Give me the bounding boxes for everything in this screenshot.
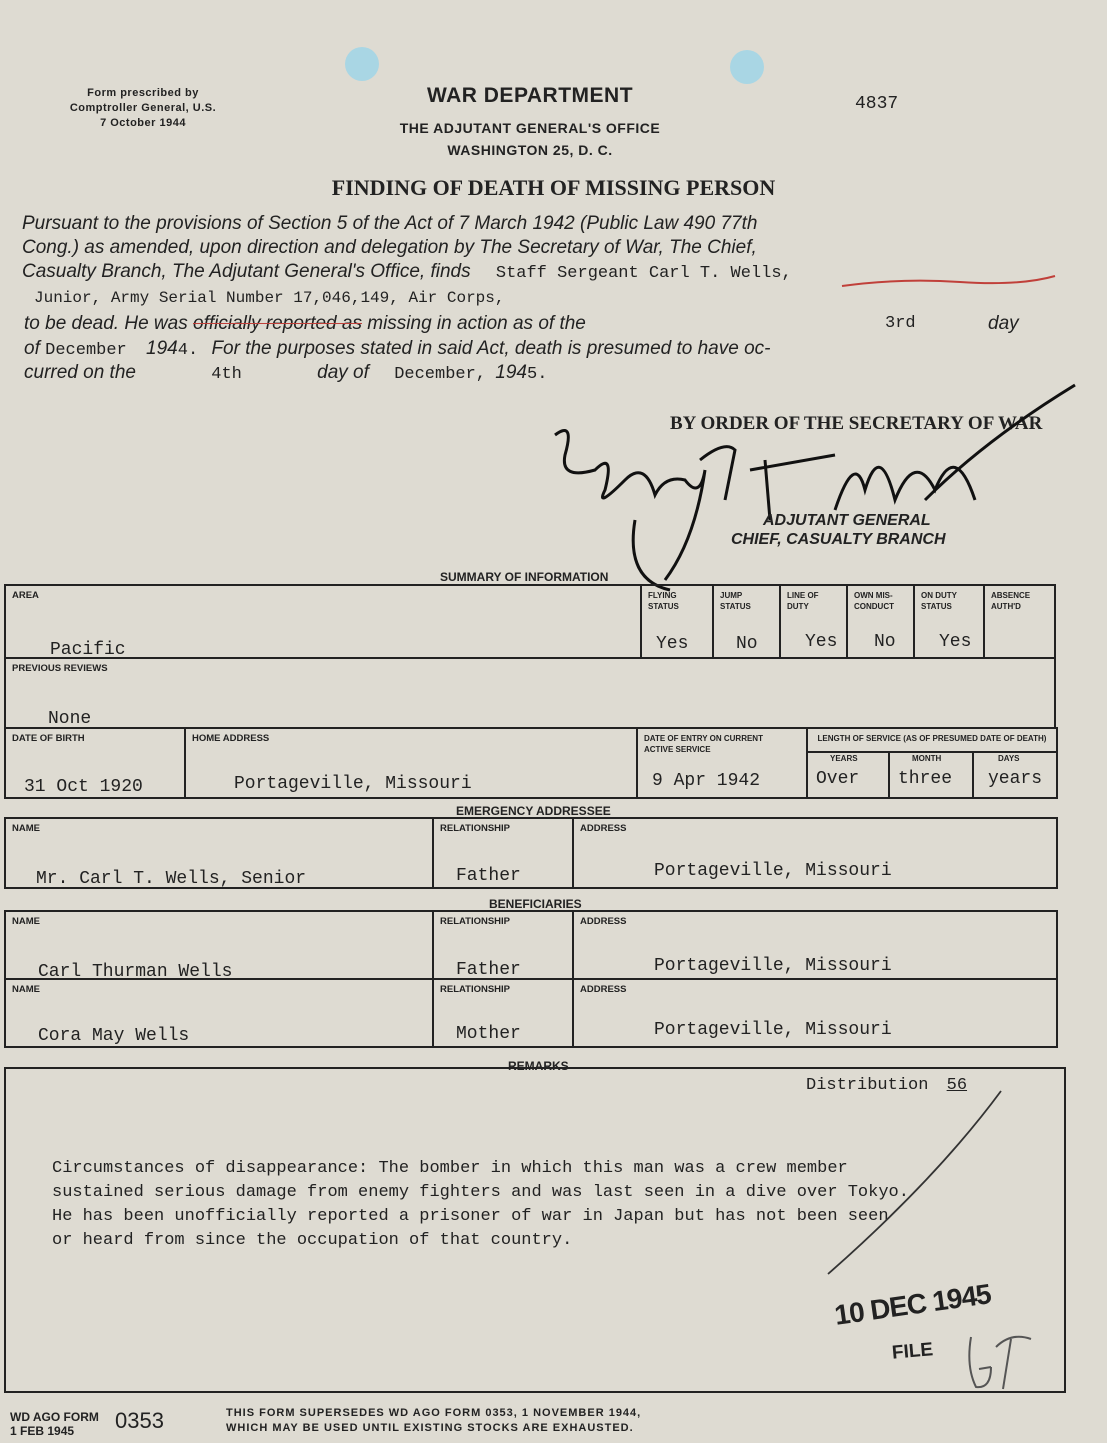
beneficiary-relationship-value: Father xyxy=(456,960,521,980)
home-address-value: Portageville, Missouri xyxy=(234,774,472,794)
summary-heading: SUMMARY OF INFORMATION xyxy=(440,570,609,584)
file-number: 4837 xyxy=(855,94,899,114)
beneficiary-name-cell xyxy=(5,911,433,982)
status-label-absence: ABSENCE AUTH'D xyxy=(991,591,1031,611)
struck-text: officially reported as xyxy=(193,313,362,334)
home-address-cell xyxy=(185,728,637,798)
beneficiary-name-value: Carl Thurman Wells xyxy=(38,962,233,982)
emergency-address-label: ADDRESS xyxy=(580,823,627,834)
status-cell-jump xyxy=(713,585,780,658)
beneficiaries-table xyxy=(4,910,1058,1048)
year-prefix-2: 194 xyxy=(495,362,527,383)
finding-line-5-text-b: missing in action as of the xyxy=(367,313,586,334)
footer-supersedes-line-2: WHICH MAY BE USED UNTIL EXISTING STOCKS ARE EXHAUSTED. xyxy=(226,1422,634,1434)
status-label-on-duty: ON DUTY STATUS xyxy=(921,591,957,611)
previous-reviews-label: PREVIOUS REVIEWS xyxy=(12,663,108,674)
signature-image xyxy=(535,380,1080,595)
document-title: FINDING OF DEATH OF MISSING PERSON xyxy=(331,175,776,200)
table-row xyxy=(5,979,1057,1047)
beneficiary-address-value: Portageville, Missouri xyxy=(654,1020,892,1040)
finding-line-4: Junior, Army Serial Number 17,046,149, Air Corps, xyxy=(34,289,505,307)
by-order-line: BY ORDER OF THE SECRETARY OF WAR xyxy=(670,413,1043,434)
beneficiary-name-label: NAME xyxy=(12,916,40,927)
department-heading xyxy=(380,84,680,158)
footer-supersedes xyxy=(226,1406,641,1436)
death-day: 4th xyxy=(211,365,242,384)
red-underline-mark xyxy=(840,270,1060,292)
office-city: WASHINGTON 25, D. C. xyxy=(447,142,613,158)
department-name: WAR DEPARTMENT xyxy=(426,84,634,107)
distribution-label: Distribution xyxy=(806,1076,929,1095)
area-cell xyxy=(5,585,641,658)
remarks-line: He has been unofficially reported a prisoner of war in Japan but has not been seen xyxy=(52,1207,889,1226)
beneficiary-relationship-cell xyxy=(433,911,573,979)
finding-line-6-text: For the purposes stated in said Act, death is presumed to have oc- xyxy=(211,338,771,359)
entry-date-value: 9 Apr 1942 xyxy=(652,771,761,791)
area-value: Pacific xyxy=(50,640,126,660)
pen-diagonal-mark xyxy=(816,1089,1016,1279)
remarks-line: Circumstances of disappearance: The bomber in which this man was a crew member xyxy=(52,1159,848,1178)
emergency-address-value: Portageville, Missouri xyxy=(654,861,892,881)
signer-title-2: CHIEF, CASUALTY BRANCH xyxy=(731,531,946,548)
finding-line-1: Pursuant to the provisions of Section 5 of the Act of 7 March 1942 (Public Law 490 77th xyxy=(22,213,758,234)
status-label-misconduct: OWN MIS-CONDUCT xyxy=(854,591,894,611)
missing-day: 3rd xyxy=(885,314,916,333)
remarks-line: sustained serious damage from enemy fighters and was last seen in a dive over Tokyo. xyxy=(52,1183,909,1202)
death-year-digit: 5. xyxy=(527,365,548,384)
footer-form-line-2: 1 FEB 1945 xyxy=(10,1424,75,1438)
status-cell-absence xyxy=(984,585,1055,658)
status-cell-flying xyxy=(641,585,713,658)
death-month: December, xyxy=(394,365,487,384)
beneficiary-address-cell xyxy=(573,911,1057,979)
month-label: MONTH xyxy=(912,754,942,763)
footer-form-id xyxy=(10,1410,99,1438)
signer-title-1: ADJUTANT GENERAL xyxy=(763,512,931,529)
remarks-line: or heard from since the occupation of that country. xyxy=(52,1231,573,1250)
status-cell-on-duty xyxy=(914,585,984,658)
status-cell-line-of-duty xyxy=(780,585,847,658)
finding-line-6 xyxy=(24,338,770,360)
remarks-heading: REMARKS xyxy=(508,1059,569,1073)
days-label: DAYS xyxy=(998,754,1020,763)
footer-form-line-1: WD AGO FORM xyxy=(10,1410,99,1424)
file-stamp: FILE xyxy=(891,1339,934,1364)
day-of: day of xyxy=(317,362,369,383)
entry-date-cell xyxy=(637,728,807,798)
status-label-jump: JUMP STATUS xyxy=(720,591,751,611)
emergency-table xyxy=(4,817,1058,889)
beneficiary-address-label: ADDRESS xyxy=(580,984,627,995)
length-of-service-label: LENGTH OF SERVICE (AS OF PRESUMED DATE OF DEATH) xyxy=(817,734,1047,743)
emergency-relationship-cell xyxy=(433,818,573,888)
finding-line-5-text: to be dead. He was xyxy=(24,313,188,334)
beneficiary-relationship-value: Mother xyxy=(456,1024,521,1044)
of-word: of xyxy=(24,338,40,359)
beneficiary-relationship-label: RELATIONSHIP xyxy=(440,916,511,927)
personal-table xyxy=(4,727,1058,799)
beneficiary-address-value: Portageville, Missouri xyxy=(654,956,892,976)
prescribed-line-2: Comptroller General, U.S. xyxy=(69,102,217,114)
footer-supersedes-line-1: THIS FORM SUPERSEDES WD AGO FORM 0353, 1 NOVEMBER 1944, xyxy=(226,1407,642,1419)
emergency-name-label: NAME xyxy=(12,823,40,834)
finding-line-2: Cong.) as amended, upon direction and delegation by The Secretary of War, The Chief, xyxy=(22,237,757,258)
punch-hole-left xyxy=(345,47,379,81)
emergency-relationship-label: RELATIONSHIP xyxy=(440,823,511,834)
dob-label: DATE OF BIRTH xyxy=(12,733,85,744)
home-address-label: HOME ADDRESS xyxy=(192,733,270,744)
finding-line-3 xyxy=(22,261,792,283)
punch-hole-right xyxy=(730,50,764,84)
emergency-name-value: Mr. Carl T. Wells, Senior xyxy=(36,869,307,889)
status-value-line-of-duty: Yes xyxy=(805,632,838,652)
status-value-on-duty: Yes xyxy=(939,632,972,652)
received-date-stamp: 10 DEC 1945 xyxy=(832,1278,993,1331)
beneficiary-name-cell xyxy=(5,979,433,1047)
form-prescribed-note xyxy=(28,86,258,131)
emergency-relationship-value: Father xyxy=(456,866,521,886)
years-label: YEARS xyxy=(830,754,858,763)
finding-line-7 xyxy=(24,362,547,384)
beneficiary-address-label: ADDRESS xyxy=(580,916,627,927)
emergency-address-cell xyxy=(573,818,1057,888)
status-value-jump: No xyxy=(736,634,758,654)
finding-line-7-text: curred on the xyxy=(24,362,136,383)
status-cell-misconduct xyxy=(847,585,914,658)
area-label: AREA xyxy=(12,590,39,601)
beneficiary-name-label: NAME xyxy=(12,984,40,995)
table-row xyxy=(5,911,1057,979)
dob-cell xyxy=(5,728,185,798)
month-value: three xyxy=(898,769,953,789)
prescribed-line-1: Form prescribed by xyxy=(87,87,199,99)
handwritten-initials xyxy=(961,1327,1041,1397)
missing-year-digit: 4. xyxy=(177,341,199,360)
status-label-flying: FLYING STATUS xyxy=(648,591,679,611)
beneficiary-name-value: Cora May Wells xyxy=(38,1026,190,1046)
previous-reviews-value: None xyxy=(48,709,92,729)
office-name: THE ADJUTANT GENERAL'S OFFICE xyxy=(399,120,661,136)
status-label-line-of-duty: LINE OF DUTY xyxy=(787,591,819,611)
beneficiary-address-cell xyxy=(573,979,1057,1047)
year-prefix: 194 xyxy=(146,338,178,359)
beneficiary-relationship-label: RELATIONSHIP xyxy=(440,984,511,995)
distribution-value: 56 xyxy=(946,1076,968,1095)
remarks-box xyxy=(4,1067,1066,1393)
soldier-rank-name: Staff Sergeant Carl T. Wells, xyxy=(495,264,792,283)
emergency-name-cell xyxy=(5,818,433,888)
prescribed-line-3: 7 October 1944 xyxy=(100,117,186,129)
emergency-heading: EMERGENCY ADDRESSEE xyxy=(456,804,611,818)
status-value-flying: Yes xyxy=(656,634,689,654)
days-value: years xyxy=(988,769,1043,789)
years-value: Over xyxy=(816,769,860,789)
summary-table xyxy=(4,584,1056,729)
entry-date-label: DATE OF ENTRY ON CURRENT ACTIVE SERVICE xyxy=(644,734,763,754)
beneficiaries-heading: BENEFICIARIES xyxy=(489,897,582,911)
previous-reviews-cell xyxy=(5,658,1055,728)
finding-line-3-text: Casualty Branch, The Adjutant General's Office, finds xyxy=(22,261,471,282)
beneficiary-relationship-cell xyxy=(433,979,573,1047)
dob-value: 31 Oct 1920 xyxy=(24,777,143,797)
footer-form-number: 0353 xyxy=(115,1408,164,1433)
status-value-misconduct: No xyxy=(874,632,896,652)
finding-line-5 xyxy=(24,313,586,335)
length-of-service-cell xyxy=(807,728,1057,798)
missing-month: December xyxy=(45,341,127,360)
day-word: day xyxy=(988,313,1019,334)
